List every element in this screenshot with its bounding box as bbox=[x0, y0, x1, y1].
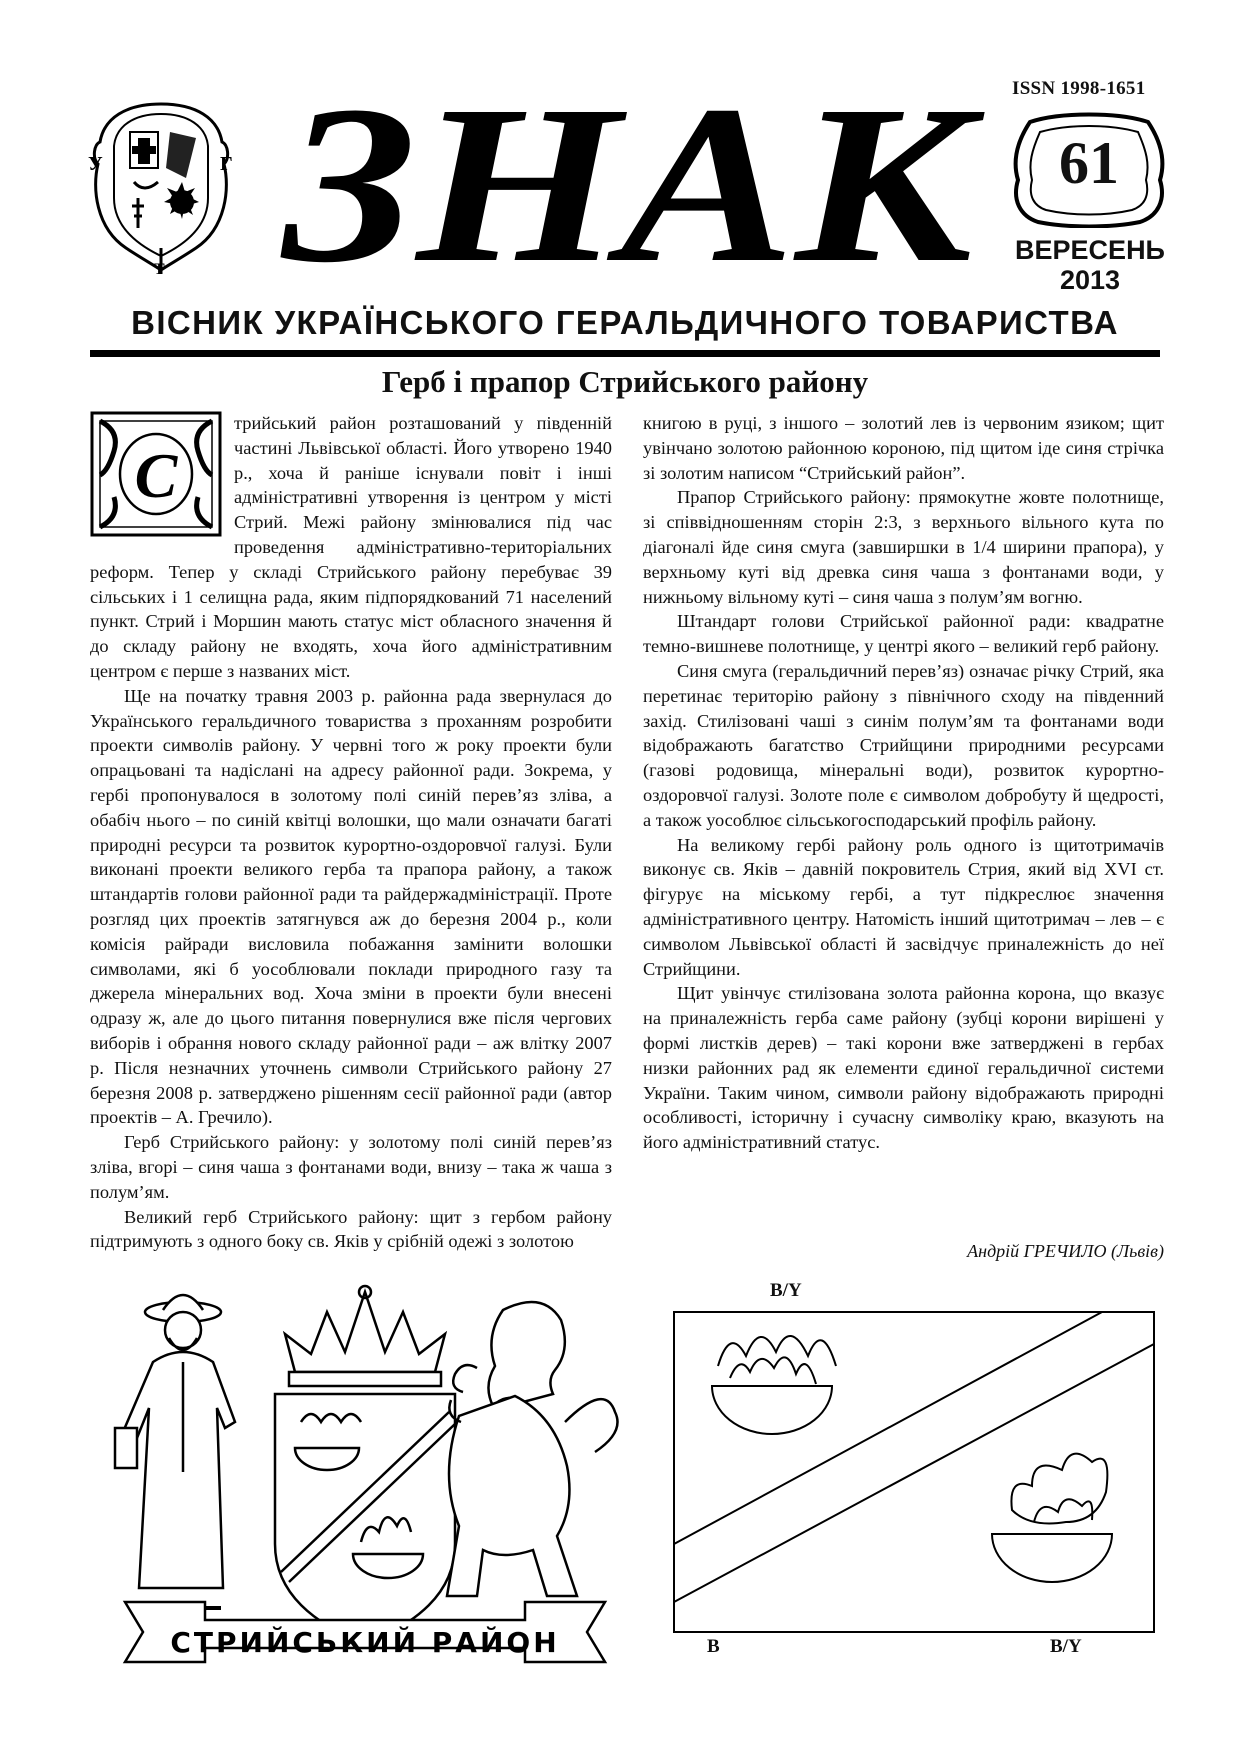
paragraph: На великому гербі району роль одного із щитотримачів виконує св. Яків – давній покровитель Стрия, який від XVI ст. фігурує на міському гербі, а тут підкреслює значення адміністративного центру. Натомість інший щитотримач – лев – є символом Львівської області й засвідчує приналежність до неї Стрийщини. bbox=[643, 834, 1164, 979]
district-flag bbox=[672, 1282, 1157, 1662]
paragraph: Ще на початку травня 2003 р. районна рада звернулася до Українського геральдичного товариства з проханням розробити проекти символів району. У червні того ж року проекти були опрацьовані та надіслані на адресу районної ради. Зокрема, у гербі пропонувалося в золотому полі синій перев’яз зліва, а обабіч нього – по синій квітці волошки, що мали означати багаті природні ресурси та розвиток курортно-оздоровчої галузі. Були виконані проекти великого герба та прапора району, а також штандартів голови районної ради та райдержадміністрації. Проте розгляд цих проектів затягнувся аж до березня 2004 р., коли комісія райради висловила побажання замінити волошки символами, які б уособлювали поклади природного газу та джерела мінеральних вод. Хоча зміни в проекти були внесені одразу ж, але до цього питання повернулися вже після чергових виборів і обрання нового складу районної ради – аж влітку 2007 р. Після незначних уточнень символи Стрийського району 27 березня 2008 р. затверджено рішенням сесії районної ради (автор проектів – А. Гречило). bbox=[90, 685, 612, 1128]
flag-label-bottom-right: B/Y bbox=[1050, 1636, 1082, 1657]
st-james-figure bbox=[115, 1295, 235, 1608]
article-title: Герб і прапор Стрийського району bbox=[381, 364, 869, 399]
journal-logo-word: ЗНАК bbox=[279, 82, 986, 292]
drop-cap-letter: С bbox=[134, 440, 178, 511]
masthead-rule bbox=[90, 350, 1160, 357]
fountain-chalice-icon bbox=[712, 1336, 836, 1434]
ribbon-text: СТРИЙСЬКИЙ РАЙОН bbox=[170, 1626, 560, 1659]
issue-number: 61 bbox=[1059, 130, 1119, 196]
issn: ISSN 1998-1651 bbox=[1012, 78, 1146, 99]
journal-logo bbox=[268, 82, 988, 292]
article-column-right bbox=[643, 411, 1164, 1155]
journal-subtitle: ВІСНИК УКРАЇНСЬКОГО ГЕРАЛЬДИЧНОГО ТОВАРИСТВА bbox=[131, 304, 1119, 341]
paragraph: Щит увінчує стилізована золота районна корона, що вказує на приналежність герба саме району (зубці корони вирішені у формі листків дерев) – такі корони вже затверджені в гербах низки районних рад як елементи єдиної геральдичної системи України. Таким чином, символи району відображають природні особливості, історичну і сучасну символіку краю, вказують на його адміністративний статус. bbox=[643, 983, 1164, 1153]
drop-cap bbox=[90, 411, 222, 537]
flame-chalice-icon bbox=[992, 1454, 1112, 1582]
flag-label-bottom-left: B bbox=[707, 1636, 720, 1657]
article-column-left bbox=[90, 411, 612, 1254]
lion-figure bbox=[447, 1302, 618, 1596]
paragraph: трийський район розташований у південній частині Львівської області. Його утворено 1940 р., хоча й раніше існували повіт і інші адміністративні утворення із центром у місті Стрий. Межі району змінювалися під час проведення адміністративно-територіальних реформ. Тепер у складі Стрийського району перебуває 39 сільських і 1 селищна рада, яким підпорядкований 71 населений пункт. Стрий і Моршин мають статус міст обласного значення й до складу району не входять, хоча його адміністративним центром є перше з названих міст. bbox=[90, 413, 612, 681]
issue-year: 2013 bbox=[1059, 265, 1121, 295]
crown-icon bbox=[285, 1286, 445, 1386]
issue-month: ВЕРЕСЕНЬ bbox=[1015, 235, 1165, 265]
emblem-letter-h: Г bbox=[220, 153, 233, 175]
emblem-letter-u: У bbox=[88, 153, 103, 175]
paragraph: Герб Стрийського району: у золотому полі синій перев’яз зліва, вгорі – синя чаша з фонтанами води, внизу – така ж чаша з полум’ям. bbox=[90, 1132, 612, 1202]
paragraph: Штандарт голови Стрийської районної ради: квадратне темно-вишневе полотнище, у центрі якого – великий герб району. bbox=[643, 611, 1164, 657]
society-emblem bbox=[86, 98, 236, 274]
paragraph: Прапор Стрийського району: прямокутне жовте полотнище, зі співвідношенням сторін 2:3, з верхнього вільного кута по діагоналі йде синя смуга (завширшки в 1/4 ширини прапора), у верхньому куті від древка синя чаша з фонтанами води, у нижньому вільному куті – синя чаша з полум’ям вогню. bbox=[643, 487, 1164, 607]
article-author: Андрій ГРЕЧИЛО (Львів) bbox=[967, 1241, 1164, 1261]
flag-label-top: B/Y bbox=[770, 1280, 802, 1301]
shield-icon bbox=[275, 1394, 455, 1644]
emblem-letter-t: Т bbox=[154, 261, 165, 274]
paragraph: книгою в руці, з іншого – золотий лев із червоним язиком; щит увінчано золотою районною короною, під щитом іде синя стрічка зі золотим написом “Стрийський район”. bbox=[643, 413, 1164, 483]
paragraph: Синя смуга (геральдичний перев’яз) означає річку Стрий, яка перетинає територію району з північного сходу на південний захід. Стилізовані чаші з синім полум’ям та фонтанами води відображають багатство Стрийщини природними ресурсами (газові родовища, мінеральні води), розвиток курортно-оздоровчої галузі. Золоте поле є символом добробуту й щедрості, а також уособлює сільськогосподарський профіль району. bbox=[643, 660, 1164, 830]
great-coat-of-arms bbox=[105, 1272, 625, 1672]
paragraph: Великий герб Стрийського району: щит з гербом району підтримують з одного боку св. Яків у срібній одежі з золотою bbox=[90, 1206, 612, 1252]
